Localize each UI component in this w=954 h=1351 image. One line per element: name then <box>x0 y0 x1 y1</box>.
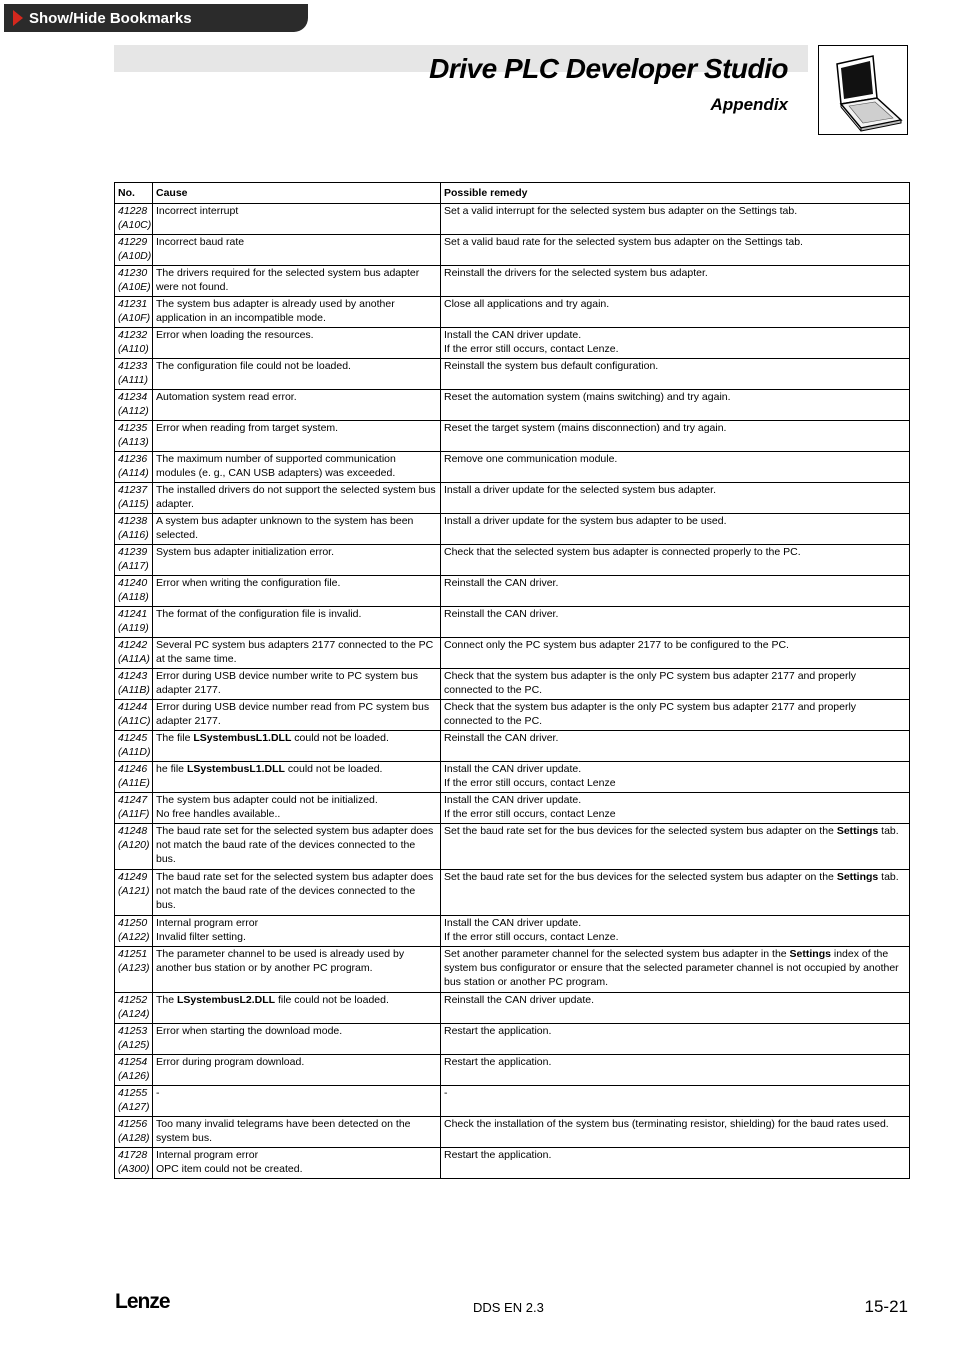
cause-cell: The baud rate set for the selected system bus adapter does not match the baud rate of the devices connected to the bus. <box>153 870 441 916</box>
error-hex-code: (A120) <box>118 839 150 851</box>
error-number-cell <box>115 638 153 669</box>
error-table-body <box>115 204 910 1179</box>
remedy-cell: Set a valid interrupt for the selected system bus adapter on the Settings tab. <box>441 204 910 235</box>
error-number: 41234 <box>118 391 148 403</box>
error-number-cell <box>115 421 153 452</box>
cause-cell: System bus adapter initialization error. <box>153 545 441 576</box>
error-hex-code: (A116) <box>118 529 149 541</box>
table-row <box>115 947 910 993</box>
cause-cell: The installed drivers do not support the selected system bus adapter. <box>153 483 441 514</box>
remedy-cell: Reinstall the CAN driver. <box>441 607 910 638</box>
error-number-cell <box>115 993 153 1024</box>
cause-cell: Error when writing the configuration file. <box>153 576 441 607</box>
remedy-cell: Check the installation of the system bus (terminating resistor, shielding) for the baud rates used. <box>441 1117 910 1148</box>
cause-cell: Incorrect baud rate <box>153 235 441 266</box>
error-hex-code: (A11F) <box>118 808 150 820</box>
cause-cell: The format of the configuration file is invalid. <box>153 607 441 638</box>
table-row <box>115 1024 910 1055</box>
table-row <box>115 607 910 638</box>
error-hex-code: (A11C) <box>118 715 151 727</box>
error-number-cell <box>115 297 153 328</box>
error-number-cell <box>115 1117 153 1148</box>
remedy-cell: Restart the application. <box>441 1055 910 1086</box>
show-hide-bookmarks-button[interactable] <box>4 4 308 32</box>
table-row <box>115 328 910 359</box>
remedy-cell: Install the CAN driver update. If the error still occurs, contact Lenze <box>441 762 910 793</box>
error-number-cell <box>115 545 153 576</box>
cause-cell: Several PC system bus adapters 2177 connected to the PC at the same time. <box>153 638 441 669</box>
table-row <box>115 669 910 700</box>
error-hex-code: (A10E) <box>118 281 151 293</box>
error-number: 41232 <box>118 329 148 341</box>
error-hex-code: (A125) <box>118 1039 150 1051</box>
remedy-cell: Set the baud rate set for the bus devices for the selected system bus adapter on the Settings tab. <box>441 824 910 870</box>
remedy-cell: Close all applications and try again. <box>441 297 910 328</box>
page-number: 15-21 <box>864 1297 908 1316</box>
cause-cell: The system bus adapter is already used by another application in an incompatible mode. <box>153 297 441 328</box>
remedy-cell: Reset the automation system (mains switching) and try again. <box>441 390 910 421</box>
error-number-cell <box>115 916 153 947</box>
remedy-cell: Reset the target system (mains disconnection) and try again. <box>441 421 910 452</box>
error-hex-code: (A122) <box>118 931 150 943</box>
table-row <box>115 1117 910 1148</box>
remedy-cell: Restart the application. <box>441 1024 910 1055</box>
table-row <box>115 452 910 483</box>
cause-cell: The system bus adapter could not be initialized. No free handles available.. <box>153 793 441 824</box>
error-number: 41237 <box>118 484 148 496</box>
error-number-cell <box>115 870 153 916</box>
cause-cell: A system bus adapter unknown to the system has been selected. <box>153 514 441 545</box>
cause-cell: The parameter channel to be used is already used by another bus station or by another PC program. <box>153 947 441 993</box>
laptop-icon-box <box>818 45 908 135</box>
error-hex-code: (A110) <box>118 343 149 355</box>
header-no: No. <box>115 183 153 204</box>
error-hex-code: (A119) <box>118 622 149 634</box>
cause-cell: The maximum number of supported communication modules (e. g., CAN USB adapters) was exceeded. <box>153 452 441 483</box>
table-row <box>115 824 910 870</box>
remedy-cell: Set the baud rate set for the bus devices for the selected system bus adapter on the Settings tab. <box>441 870 910 916</box>
error-number-cell <box>115 762 153 793</box>
error-number-cell <box>115 793 153 824</box>
remedy-cell: Remove one communication module. <box>441 452 910 483</box>
error-number-cell <box>115 731 153 762</box>
error-number: 41238 <box>118 515 148 527</box>
remedy-cell: Install the CAN driver update. If the error still occurs, contact Lenze. <box>441 916 910 947</box>
error-hex-code: (A123) <box>118 962 150 974</box>
table-row <box>115 916 910 947</box>
table-row <box>115 576 910 607</box>
cause-cell: Error during USB device number write to PC system bus adapter 2177. <box>153 669 441 700</box>
remedy-cell: - <box>441 1086 910 1117</box>
error-number-cell <box>115 235 153 266</box>
error-number: 41251 <box>118 948 148 960</box>
table-header-row <box>115 183 910 204</box>
error-hex-code: (A121) <box>118 885 150 897</box>
cause-cell: Automation system read error. <box>153 390 441 421</box>
remedy-cell: Install a driver update for the system bus adapter to be used. <box>441 514 910 545</box>
laptop-icon <box>819 46 909 136</box>
error-number: 41249 <box>118 871 148 883</box>
table-row <box>115 993 910 1024</box>
error-number: 41228 <box>118 205 148 217</box>
table-row <box>115 545 910 576</box>
cause-cell: Error when loading the resources. <box>153 328 441 359</box>
error-number: 41244 <box>118 701 148 713</box>
error-number-cell <box>115 1055 153 1086</box>
table-row <box>115 1055 910 1086</box>
cause-cell: Incorrect interrupt <box>153 204 441 235</box>
error-number-cell <box>115 1024 153 1055</box>
remedy-cell: Install the CAN driver update. If the error still occurs, contact Lenze. <box>441 328 910 359</box>
error-number: 41231 <box>118 298 148 310</box>
error-number: 41239 <box>118 546 148 558</box>
error-number: 41254 <box>118 1056 148 1068</box>
triangle-right-icon <box>13 10 23 26</box>
error-hex-code: (A111) <box>118 374 148 386</box>
error-number: 41236 <box>118 453 148 465</box>
error-hex-code: (A11A) <box>118 653 150 665</box>
table-row <box>115 870 910 916</box>
table-row <box>115 514 910 545</box>
error-number-cell <box>115 390 153 421</box>
remedy-cell: Reinstall the system bus default configuration. <box>441 359 910 390</box>
error-number-cell <box>115 700 153 731</box>
cause-cell: Error during program download. <box>153 1055 441 1086</box>
document-title: Drive PLC Developer Studio <box>429 53 788 84</box>
error-number: 41229 <box>118 236 148 248</box>
cause-cell: Too many invalid telegrams have been detected on the system bus. <box>153 1117 441 1148</box>
cause-cell: he file LSystembusL1.DLL could not be loaded. <box>153 762 441 793</box>
cause-cell: The LSystembusL2.DLL file could not be loaded. <box>153 993 441 1024</box>
cause-cell: The configuration file could not be loaded. <box>153 359 441 390</box>
cause-cell: Internal program error Invalid filter setting. <box>153 916 441 947</box>
error-hex-code: (A10D) <box>118 250 152 262</box>
error-number-cell <box>115 669 153 700</box>
error-hex-code: (A10C) <box>118 219 152 231</box>
table-row <box>115 731 910 762</box>
table-row <box>115 266 910 297</box>
error-hex-code: (A113) <box>118 436 149 448</box>
error-number: 41255 <box>118 1087 148 1099</box>
error-number-cell <box>115 204 153 235</box>
error-hex-code: (A114) <box>118 467 149 479</box>
cause-cell: The drivers required for the selected system bus adapter were not found. <box>153 266 441 297</box>
remedy-cell: Check that the system bus adapter is the only PC system bus adapter 2177 and properly connected to the PC. <box>441 700 910 731</box>
error-number-cell <box>115 452 153 483</box>
error-hex-code: (A10F) <box>118 312 151 324</box>
remedy-cell: Install the CAN driver update. If the error still occurs, contact Lenze <box>441 793 910 824</box>
cause-cell: Internal program error OPC item could not be created. <box>153 1148 441 1179</box>
error-hex-code: (A11B) <box>118 684 150 696</box>
error-number: 41230 <box>118 267 148 279</box>
error-hex-code: (A11D) <box>118 746 151 758</box>
remedy-cell: Reinstall the CAN driver. <box>441 731 910 762</box>
error-number: 41235 <box>118 422 148 434</box>
document-code: DDS EN 2.3 <box>473 1300 544 1315</box>
error-number-cell <box>115 576 153 607</box>
error-number-cell <box>115 359 153 390</box>
error-number: 41728 <box>118 1149 148 1161</box>
cause-cell: Error when starting the download mode. <box>153 1024 441 1055</box>
error-number: 41246 <box>118 763 148 775</box>
error-number-cell <box>115 328 153 359</box>
error-hex-code: (A112) <box>118 405 149 417</box>
cause-cell: The file LSystembusL1.DLL could not be loaded. <box>153 731 441 762</box>
error-number-cell <box>115 483 153 514</box>
error-number-cell <box>115 1148 153 1179</box>
error-number: 41253 <box>118 1025 148 1037</box>
error-number: 41250 <box>118 917 148 929</box>
remedy-cell: Check that the selected system bus adapter is connected properly to the PC. <box>441 545 910 576</box>
lenze-logo: Lenze <box>115 1290 170 1313</box>
error-number: 41247 <box>118 794 148 806</box>
error-number: 41242 <box>118 639 148 651</box>
cause-cell: The baud rate set for the selected system bus adapter does not match the baud rate of the devices connected to the bus. <box>153 824 441 870</box>
header-remedy: Possible remedy <box>441 183 910 204</box>
table-row <box>115 204 910 235</box>
remedy-cell: Check that the system bus adapter is the only PC system bus adapter 2177 and properly connected to the PC. <box>441 669 910 700</box>
error-number-cell <box>115 824 153 870</box>
error-hex-code: (A115) <box>118 498 149 510</box>
error-number-cell <box>115 266 153 297</box>
error-number: 41245 <box>118 732 148 744</box>
error-hex-code: (A127) <box>118 1101 150 1113</box>
error-number: 41248 <box>118 825 148 837</box>
error-number-cell <box>115 947 153 993</box>
error-number: 41252 <box>118 994 148 1006</box>
table-row <box>115 762 910 793</box>
table-row <box>115 483 910 514</box>
remedy-cell: Connect only the PC system bus adapter 2177 to be configured to the PC. <box>441 638 910 669</box>
remedy-cell: Reinstall the CAN driver update. <box>441 993 910 1024</box>
cause-cell: Error when reading from target system. <box>153 421 441 452</box>
table-row <box>115 297 910 328</box>
document-subtitle: Appendix <box>710 95 788 114</box>
error-hex-code: (A11E) <box>118 777 150 789</box>
remedy-cell: Set another parameter channel for the selected system bus adapter in the Settings index of the system bus configurator or ensure that the selected parameter channel is not occupied by another bus station or another PC program. <box>441 947 910 993</box>
error-number-cell <box>115 514 153 545</box>
error-hex-code: (A300) <box>118 1163 150 1175</box>
table-row <box>115 235 910 266</box>
error-hex-code: (A124) <box>118 1008 150 1020</box>
table-row <box>115 793 910 824</box>
table-row <box>115 700 910 731</box>
cause-cell: - <box>153 1086 441 1117</box>
remedy-cell: Restart the application. <box>441 1148 910 1179</box>
remedy-cell: Set a valid baud rate for the selected system bus adapter on the Settings tab. <box>441 235 910 266</box>
error-hex-code: (A117) <box>118 560 149 572</box>
header-cause: Cause <box>153 183 441 204</box>
error-hex-code: (A118) <box>118 591 149 603</box>
table-row <box>115 390 910 421</box>
error-number: 41256 <box>118 1118 148 1130</box>
table-row <box>115 1148 910 1179</box>
error-number: 41233 <box>118 360 148 372</box>
error-hex-code: (A126) <box>118 1070 150 1082</box>
table-row <box>115 359 910 390</box>
table-row <box>115 638 910 669</box>
error-number: 41243 <box>118 670 148 682</box>
remedy-cell: Install a driver update for the selected system bus adapter. <box>441 483 910 514</box>
error-hex-code: (A128) <box>118 1132 150 1144</box>
bookmark-button-label: Show/Hide Bookmarks <box>29 9 192 27</box>
table-row <box>115 421 910 452</box>
error-number: 41241 <box>118 608 148 620</box>
remedy-cell: Reinstall the CAN driver. <box>441 576 910 607</box>
error-number-cell <box>115 607 153 638</box>
error-number: 41240 <box>118 577 148 589</box>
cause-cell: Error during USB device number read from PC system bus adapter 2177. <box>153 700 441 731</box>
error-number-cell <box>115 1086 153 1117</box>
table-row <box>115 1086 910 1117</box>
error-table <box>114 182 910 1179</box>
remedy-cell: Reinstall the drivers for the selected system bus adapter. <box>441 266 910 297</box>
